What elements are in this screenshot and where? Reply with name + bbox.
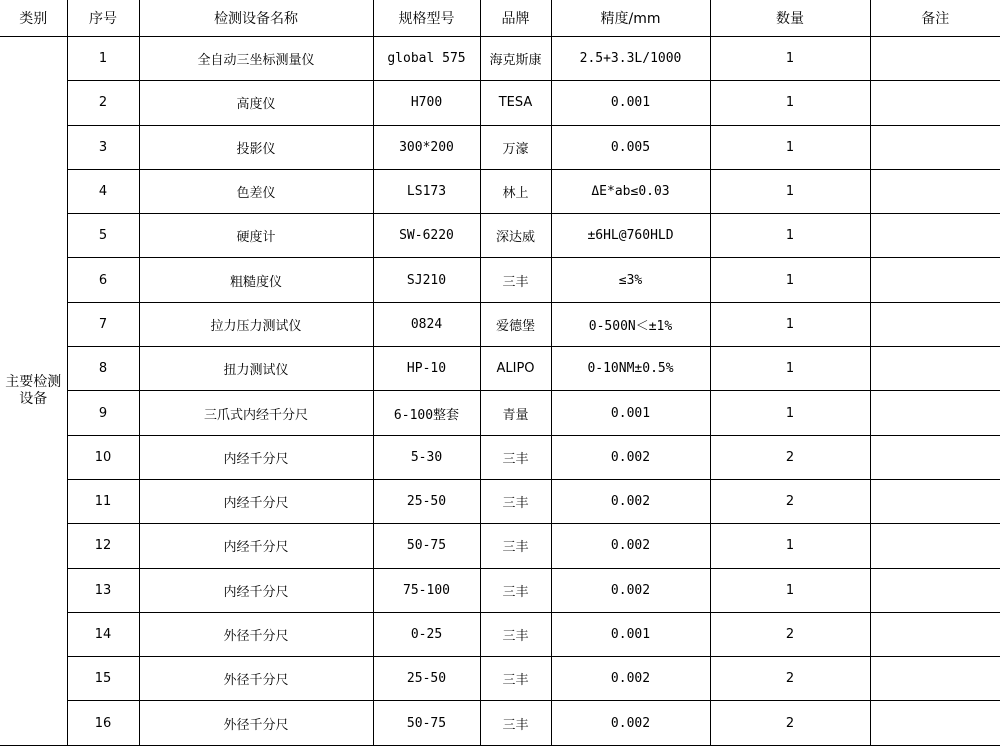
cell-precision: 0.002 [551, 435, 710, 479]
cell-brand: 三丰 [480, 258, 551, 302]
cell-index: 6 [67, 258, 139, 302]
cell-name: 外径千分尺 [139, 701, 373, 745]
cell-quantity: 1 [710, 391, 870, 435]
cell-quantity: 1 [710, 214, 870, 258]
cell-name: 内经千分尺 [139, 524, 373, 568]
cell-model: LS173 [373, 169, 480, 213]
cell-name: 全自动三坐标测量仪 [139, 37, 373, 81]
cell-name: 拉力压力测试仪 [139, 302, 373, 346]
cell-index: 9 [67, 391, 139, 435]
cell-precision: 0.002 [551, 568, 710, 612]
cell-index: 10 [67, 435, 139, 479]
cell-name: 粗糙度仪 [139, 258, 373, 302]
cell-model: global 575 [373, 37, 480, 81]
cell-brand: 三丰 [480, 612, 551, 656]
cell-name: 内经千分尺 [139, 568, 373, 612]
cell-quantity: 2 [710, 435, 870, 479]
cell-model: 50-75 [373, 524, 480, 568]
cell-brand: 三丰 [480, 479, 551, 523]
table-row [0, 258, 1000, 302]
cell-name: 内经千分尺 [139, 435, 373, 479]
cell-precision: 0-500N＜±1% [551, 302, 710, 346]
cell-precision: 2.5+3.3L/1000 [551, 37, 710, 81]
cell-remarks [870, 524, 1000, 568]
cell-precision: 0.002 [551, 479, 710, 523]
cell-brand: 三丰 [480, 524, 551, 568]
cell-name: 色差仪 [139, 169, 373, 213]
cell-model: HP-10 [373, 347, 480, 391]
cell-precision: ≤3% [551, 258, 710, 302]
header-name: 检测设备名称 [139, 0, 373, 37]
cell-remarks [870, 169, 1000, 213]
cell-name: 外径千分尺 [139, 612, 373, 656]
header-row [0, 0, 1000, 37]
cell-precision: 0.001 [551, 612, 710, 656]
cell-brand: 三丰 [480, 435, 551, 479]
table-row [0, 391, 1000, 435]
cell-brand: 深达威 [480, 214, 551, 258]
table-row [0, 568, 1000, 612]
cell-index: 1 [67, 37, 139, 81]
table-row [0, 524, 1000, 568]
cell-brand: 海克斯康 [480, 37, 551, 81]
table-row [0, 169, 1000, 213]
cell-index: 15 [67, 657, 139, 701]
cell-quantity: 1 [710, 524, 870, 568]
cell-index: 5 [67, 214, 139, 258]
cell-name: 扭力测试仪 [139, 347, 373, 391]
cell-model: SJ210 [373, 258, 480, 302]
header-brand: 品牌 [480, 0, 551, 37]
cell-brand: TESA [480, 81, 551, 125]
cell-model: 300*200 [373, 125, 480, 169]
cell-precision: 0.001 [551, 391, 710, 435]
cell-model: 0-25 [373, 612, 480, 656]
table-row [0, 125, 1000, 169]
header-precision: 精度/mm [551, 0, 710, 37]
cell-index: 16 [67, 701, 139, 745]
table-row [0, 347, 1000, 391]
header-quantity: 数量 [710, 0, 870, 37]
cell-quantity: 2 [710, 657, 870, 701]
cell-brand: 林上 [480, 169, 551, 213]
cell-quantity: 1 [710, 302, 870, 346]
table-row [0, 479, 1000, 523]
cell-precision: 0.002 [551, 701, 710, 745]
cell-model: SW-6220 [373, 214, 480, 258]
header-index: 序号 [67, 0, 139, 37]
cell-remarks [870, 347, 1000, 391]
cell-quantity: 1 [710, 258, 870, 302]
cell-remarks [870, 657, 1000, 701]
cell-brand: 三丰 [480, 568, 551, 612]
cell-precision: 0.002 [551, 657, 710, 701]
cell-precision: ±6HL@760HLD [551, 214, 710, 258]
category-label-line1: 主要检测 [5, 373, 62, 390]
cell-index: 7 [67, 302, 139, 346]
cell-model: H700 [373, 81, 480, 125]
cell-quantity: 2 [710, 612, 870, 656]
cell-index: 8 [67, 347, 139, 391]
cell-model: 0824 [373, 302, 480, 346]
cell-quantity: 1 [710, 81, 870, 125]
cell-name: 外径千分尺 [139, 657, 373, 701]
cell-quantity: 1 [710, 37, 870, 81]
cell-index: 13 [67, 568, 139, 612]
cell-precision: 0-10NM±0.5% [551, 347, 710, 391]
cell-quantity: 1 [710, 169, 870, 213]
cell-model: 75-100 [373, 568, 480, 612]
cell-name: 三爪式内经千分尺 [139, 391, 373, 435]
cell-remarks [870, 391, 1000, 435]
cell-quantity: 1 [710, 568, 870, 612]
cell-index: 3 [67, 125, 139, 169]
cell-index: 11 [67, 479, 139, 523]
table-body [0, 37, 1000, 746]
cell-index: 14 [67, 612, 139, 656]
table-row [0, 612, 1000, 656]
table-row [0, 657, 1000, 701]
table-row [0, 302, 1000, 346]
cell-remarks [870, 435, 1000, 479]
cell-model: 5-30 [373, 435, 480, 479]
cell-remarks [870, 214, 1000, 258]
table-row [0, 37, 1000, 81]
cell-remarks [870, 612, 1000, 656]
table-row [0, 81, 1000, 125]
cell-quantity: 1 [710, 347, 870, 391]
cell-brand: 万濠 [480, 125, 551, 169]
cell-precision: 0.002 [551, 524, 710, 568]
category-cell [0, 37, 67, 746]
cell-name: 投影仪 [139, 125, 373, 169]
cell-remarks [870, 701, 1000, 745]
cell-model: 50-75 [373, 701, 480, 745]
cell-remarks [870, 568, 1000, 612]
cell-remarks [870, 37, 1000, 81]
cell-remarks [870, 479, 1000, 523]
cell-model: 25-50 [373, 657, 480, 701]
cell-remarks [870, 81, 1000, 125]
cell-name: 内经千分尺 [139, 479, 373, 523]
cell-precision: 0.001 [551, 81, 710, 125]
header-category: 类别 [0, 0, 67, 37]
cell-name: 硬度计 [139, 214, 373, 258]
cell-index: 2 [67, 81, 139, 125]
cell-brand: 三丰 [480, 701, 551, 745]
cell-model: 25-50 [373, 479, 480, 523]
header-model: 规格型号 [373, 0, 480, 37]
cell-remarks [870, 125, 1000, 169]
category-label-line2: 设备 [19, 390, 48, 407]
cell-brand: 青量 [480, 391, 551, 435]
cell-index: 4 [67, 169, 139, 213]
cell-precision: ΔE*ab≤0.03 [551, 169, 710, 213]
cell-quantity: 2 [710, 479, 870, 523]
cell-quantity: 1 [710, 125, 870, 169]
cell-brand: 三丰 [480, 657, 551, 701]
cell-name: 高度仪 [139, 81, 373, 125]
cell-quantity: 2 [710, 701, 870, 745]
header-remarks: 备注 [870, 0, 1000, 37]
cell-model: 6-100整套 [373, 391, 480, 435]
cell-brand: ALIPO [480, 347, 551, 391]
cell-brand: 爱德堡 [480, 302, 551, 346]
table-row [0, 214, 1000, 258]
table-row [0, 435, 1000, 479]
table-row [0, 701, 1000, 745]
cell-remarks [870, 258, 1000, 302]
cell-remarks [870, 302, 1000, 346]
cell-precision: 0.005 [551, 125, 710, 169]
cell-index: 12 [67, 524, 139, 568]
